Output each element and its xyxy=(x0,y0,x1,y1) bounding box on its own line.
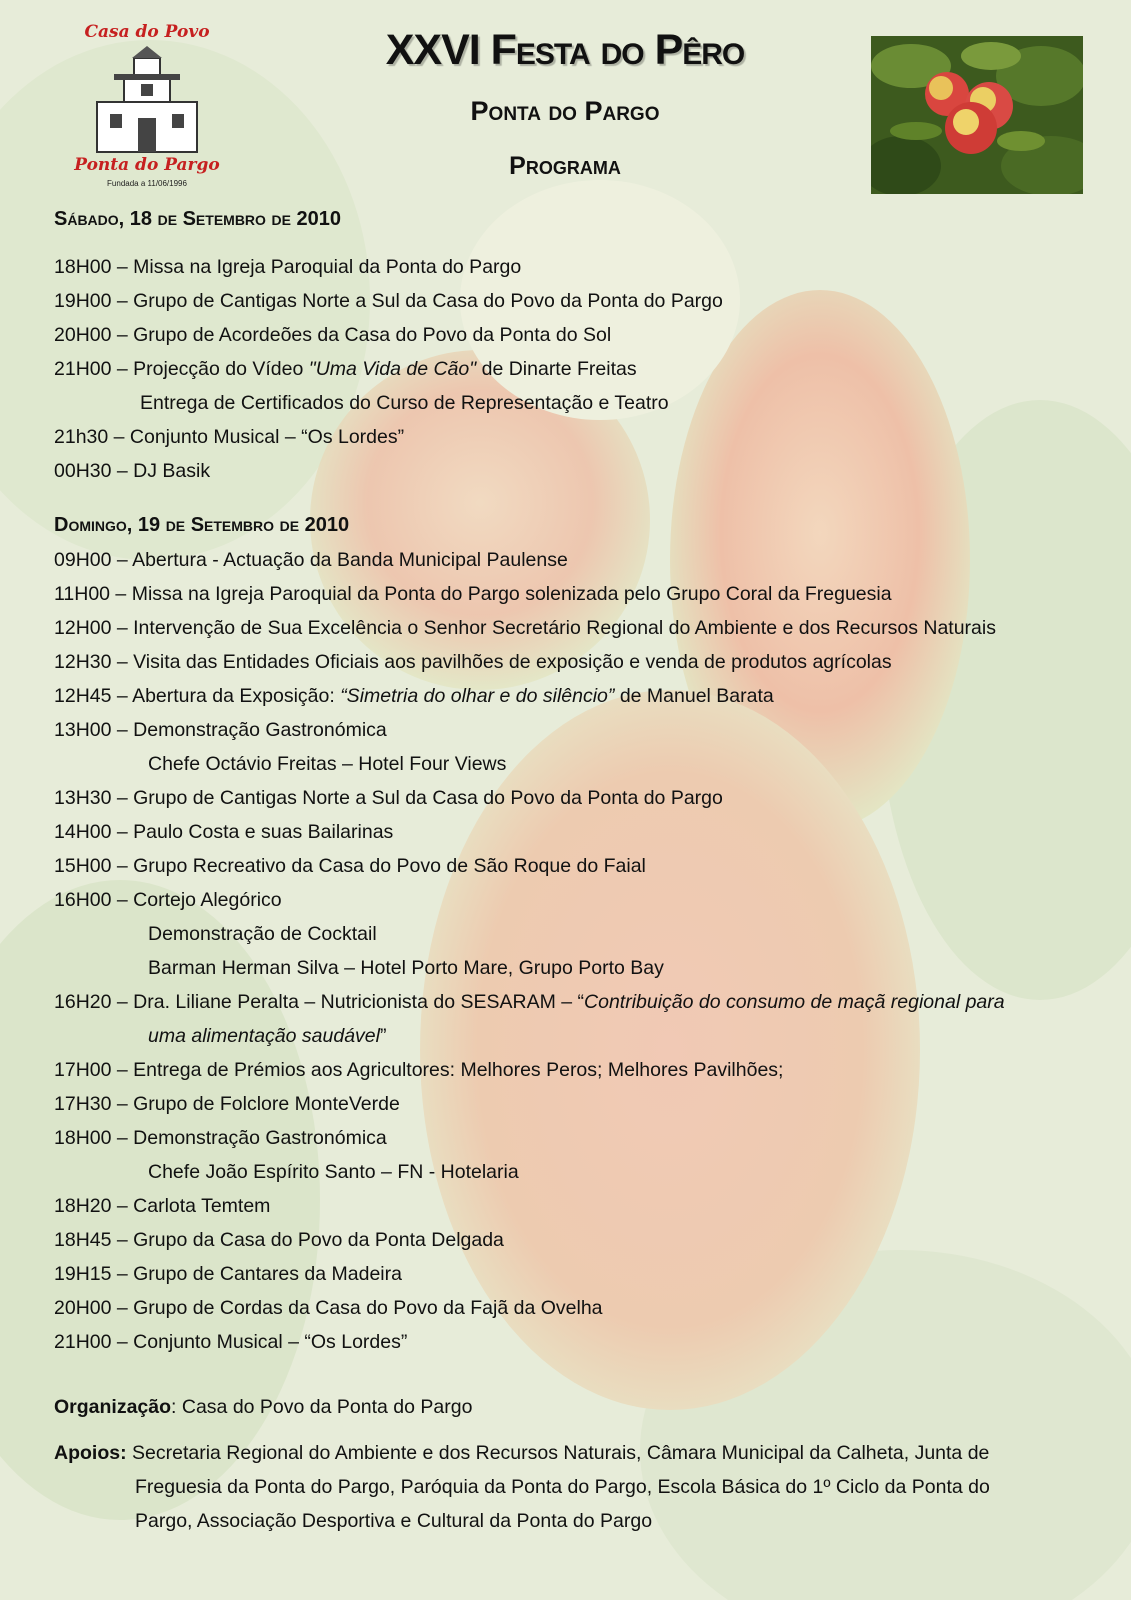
section-title: Programa xyxy=(509,152,621,180)
list-item: Chefe João Espírito Santo – FN - Hotelaria xyxy=(148,1161,519,1183)
list-item: Demonstração de Cocktail xyxy=(148,923,377,945)
list-item: 09H00 – Abertura - Actuação da Banda Municipal Paulense xyxy=(54,549,568,571)
list-item: 12H00 – Intervenção de Sua Excelência o Senhor Secretário Regional do Ambiente e dos Recursos Naturais xyxy=(54,617,996,639)
list-item: 12H45 – Abertura da Exposição: “Simetria do olhar e do silêncio” de Manuel Barata xyxy=(54,685,774,707)
list-item: 18H00 – Demonstração Gastronómica xyxy=(54,1127,387,1149)
list-item: 18H20 – Carlota Temtem xyxy=(54,1195,271,1217)
list-item: Barman Herman Silva – Hotel Porto Mare, Grupo Porto Bay xyxy=(148,957,664,979)
list-item: Chefe Octávio Freitas – Hotel Four Views xyxy=(148,753,507,775)
list-item: 15H00 – Grupo Recreativo da Casa do Povo de São Roque do Faial xyxy=(54,855,646,877)
list-item: 20H00 – Grupo de Acordeões da Casa do Povo da Ponta do Sol xyxy=(54,324,612,346)
list-item: 20H00 – Grupo de Cordas da Casa do Povo da Fajã da Ovelha xyxy=(54,1297,603,1319)
logo-top-text: Casa do Povo xyxy=(84,22,210,42)
page-title: XXVI Festa do Pêro xyxy=(385,26,745,74)
apoios-line: Pargo, Associação Desportiva e Cultural da Ponta do Pargo xyxy=(135,1510,653,1532)
list-item: Entrega de Certificados do Curso de Representação e Teatro xyxy=(140,392,669,414)
page-subtitle: Ponta do Pargo xyxy=(470,96,660,126)
list-item: 16H20 – Dra. Liliane Peralta – Nutricionista do SESARAM – “Contribuição do consumo de maçã regional para xyxy=(54,991,1005,1013)
list-item: 11H00 – Missa na Igreja Paroquial da Ponta do Pargo solenizada pelo Grupo Coral da Freguesia xyxy=(54,583,892,605)
apoios-line: Apoios: Secretaria Regional do Ambiente e dos Recursos Naturais, Câmara Municipal da Calheta, Junta de xyxy=(54,1442,990,1464)
list-item: 18H00 – Missa na Igreja Paroquial da Ponta do Pargo xyxy=(54,256,522,278)
saturday-heading: Sábado, 18 de Setembro de 2010 xyxy=(54,208,341,230)
logo-founded-text: Fundada a 11/06/1996 xyxy=(107,179,187,188)
list-item: 14H00 – Paulo Costa e suas Bailarinas xyxy=(54,821,394,843)
list-item: 13H00 – Demonstração Gastronómica xyxy=(54,719,387,741)
list-item: 21H00 – Projecção do Vídeo "Uma Vida de Cão" de Dinarte Freitas xyxy=(54,358,637,380)
apple-tree-photo xyxy=(871,36,1083,194)
list-item: 21h30 – Conjunto Musical – “Os Lordes” xyxy=(54,426,405,448)
lighthouse-icon xyxy=(94,44,200,154)
logo-bottom-text: Ponta do Pargo xyxy=(74,155,220,175)
list-item: 12H30 – Visita das Entidades Oficiais aos pavilhões de exposição e venda de produtos agrícolas xyxy=(54,651,892,673)
organization-label: Organização xyxy=(54,1396,172,1418)
organization-text: : Casa do Povo da Ponta do Pargo xyxy=(171,1396,473,1418)
list-item: 17H30 – Grupo de Folclore MonteVerde xyxy=(54,1093,400,1115)
organization-line xyxy=(54,1396,472,1419)
list-item: 16H00 – Cortejo Alegórico xyxy=(54,889,282,911)
apoios-line: Freguesia da Ponta do Pargo, Paróquia da Ponta do Pargo, Escola Básica do 1º Ciclo da Ponta do xyxy=(135,1476,990,1498)
list-item: 18H45 – Grupo da Casa do Povo da Ponta Delgada xyxy=(54,1229,504,1251)
list-item: 21H00 – Conjunto Musical – “Os Lordes” xyxy=(54,1331,408,1353)
list-item: 00H30 – DJ Basik xyxy=(54,460,211,482)
list-item: 19H00 – Grupo de Cantigas Norte a Sul da Casa do Povo da Ponta do Pargo xyxy=(54,290,723,312)
sunday-heading: Domingo, 19 de Setembro de 2010 xyxy=(54,514,350,536)
list-item-continued: uma alimentação saudável” xyxy=(148,1025,387,1047)
list-item: 19H15 – Grupo de Cantares da Madeira xyxy=(54,1263,402,1285)
list-item: 13H30 – Grupo de Cantigas Norte a Sul da Casa do Povo da Ponta do Pargo xyxy=(54,787,723,809)
casa-do-povo-logo xyxy=(72,20,222,190)
list-item: 17H00 – Entrega de Prémios aos Agricultores: Melhores Peros; Melhores Pavilhões; xyxy=(54,1059,784,1081)
apoios-label: Apoios: xyxy=(54,1442,127,1464)
